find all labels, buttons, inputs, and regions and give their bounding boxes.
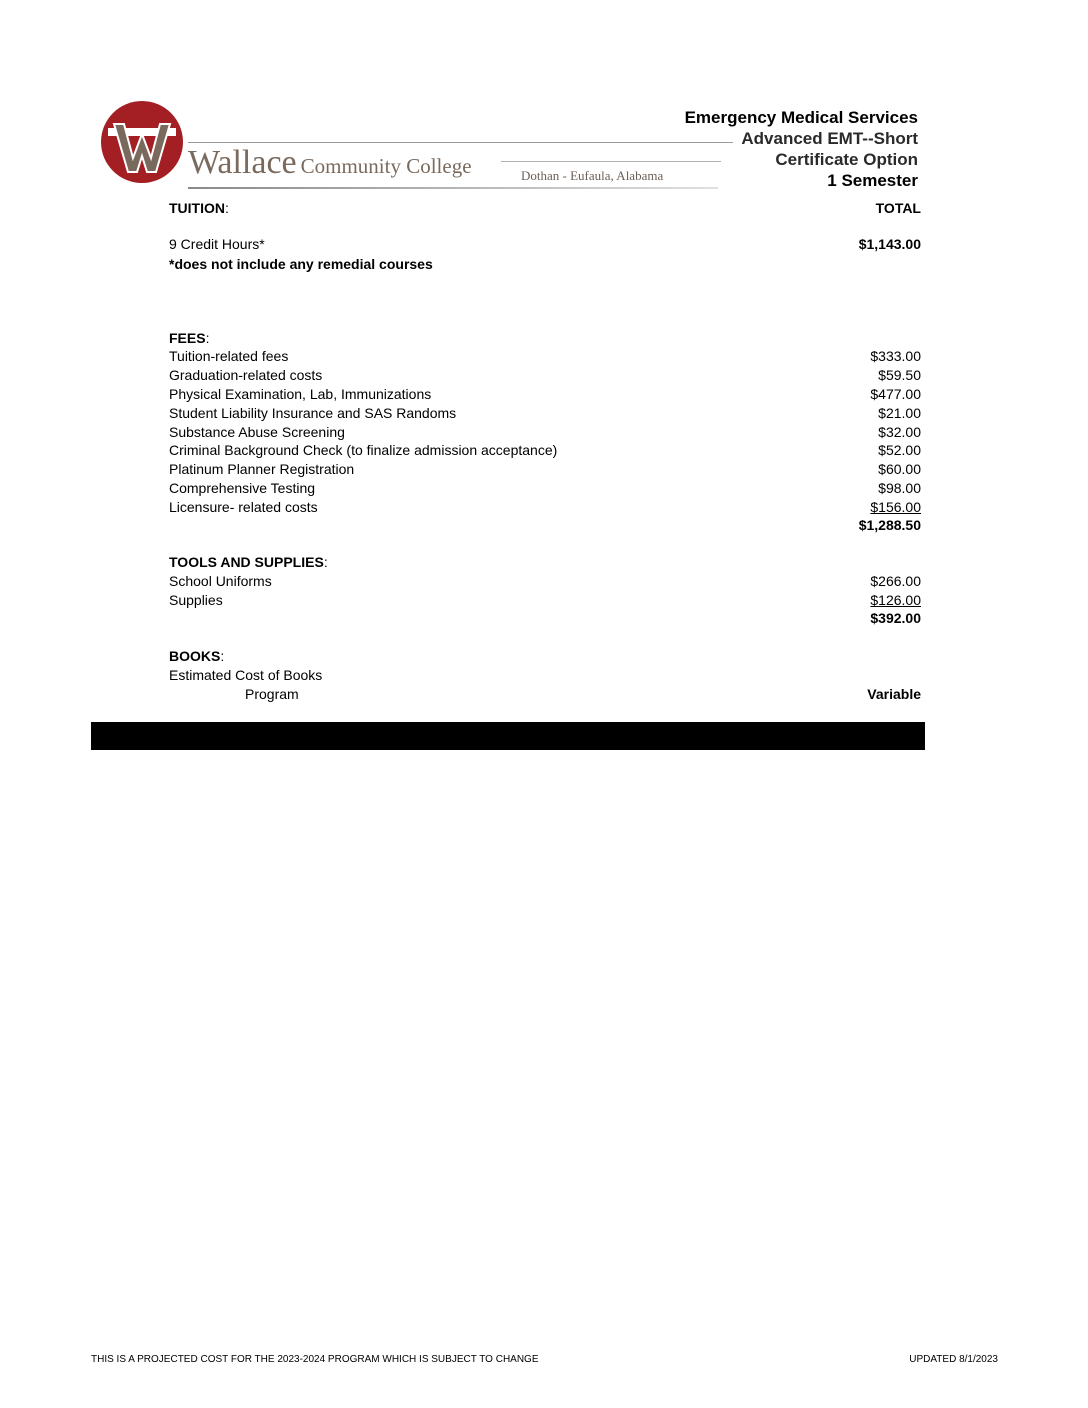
fee-amount: $98.00: [878, 480, 921, 496]
fee-label: Criminal Background Check (to finalize admission acceptance): [169, 442, 558, 458]
fee-label: Substance Abuse Screening: [169, 424, 345, 440]
books-heading: BOOKS:: [169, 648, 225, 664]
fee-label: Graduation-related costs: [169, 367, 323, 383]
fee-label: Student Liability Insurance and SAS Randoms: [169, 405, 457, 421]
tool-amount: $126.00: [870, 592, 921, 608]
fee-amount: $477.00: [870, 386, 921, 402]
fee-label: Comprehensive Testing: [169, 480, 316, 496]
tuition-note: *does not include any remedial courses: [169, 256, 433, 272]
tool-amount: $266.00: [870, 573, 921, 589]
fees-heading-row: [169, 329, 921, 348]
fee-amount: $60.00: [878, 461, 921, 477]
fee-row: [169, 347, 921, 366]
books-amount: Variable: [867, 686, 921, 702]
fees-total-row: [169, 516, 921, 535]
fee-row: [169, 385, 921, 404]
fee-row: [169, 423, 921, 442]
fee-amount: $59.50: [878, 367, 921, 383]
program-subtitle-1: Advanced EMT--Short: [741, 129, 918, 148]
logo-name-rest: Community College: [300, 154, 472, 178]
credit-hours-label: 9 Credit Hours*: [169, 236, 265, 252]
tuition-heading: TUITION:: [169, 200, 229, 216]
wallace-w-logo-icon: [100, 100, 184, 184]
program-duration: 1 Semester: [827, 171, 918, 190]
total-heading: TOTAL: [875, 200, 921, 216]
fees-total: $1,288.50: [858, 517, 921, 533]
tools-total: $392.00: [870, 610, 921, 626]
fee-label: Physical Examination, Lab, Immunizations: [169, 386, 432, 402]
books-program-label: Program: [245, 686, 299, 702]
fee-amount: $333.00: [870, 348, 921, 364]
program-title: Emergency Medical Services: [684, 108, 918, 127]
fee-label: Tuition-related fees: [169, 348, 289, 364]
books-estimate-row: [169, 666, 921, 685]
fee-amount: $156.00: [870, 499, 921, 515]
section-divider-bar: [91, 722, 925, 750]
books-program-row: [169, 685, 921, 704]
tuition-credit-row: [169, 235, 921, 254]
fee-label: Licensure- related costs: [169, 499, 318, 515]
fee-amount: $52.00: [878, 442, 921, 458]
fee-row: [169, 441, 921, 460]
fee-row: [169, 404, 921, 423]
books-heading-row: [169, 647, 921, 666]
fee-row: [169, 366, 921, 385]
program-header: [685, 107, 918, 191]
tuition-note-row: [169, 255, 921, 274]
footer-updated-date: UPDATED 8/1/2023: [909, 1354, 998, 1365]
tools-heading-row: [169, 553, 921, 572]
college-logo: [96, 98, 736, 194]
logo-rule-bottom: [188, 187, 718, 189]
fee-row: [169, 460, 921, 479]
tools-total-row: [169, 609, 921, 628]
fees-heading: FEES:: [169, 330, 210, 346]
logo-name-main: Wallace: [188, 144, 297, 181]
logo-college-name: [188, 144, 472, 182]
fee-row: [169, 479, 921, 498]
tools-heading: TOOLS AND SUPPLIES:: [169, 554, 328, 570]
tool-row: [169, 591, 921, 610]
books-estimate-label: Estimated Cost of Books: [169, 667, 323, 683]
logo-location: Dothan - Eufaula, Alabama: [521, 168, 664, 183]
fee-row: [169, 498, 921, 517]
tool-label: School Uniforms: [169, 573, 272, 589]
tuition-heading-row: [169, 199, 921, 218]
tuition-amount: $1,143.00: [858, 236, 921, 252]
program-subtitle-2: Certificate Option: [775, 150, 918, 169]
fee-label: Platinum Planner Registration: [169, 461, 355, 477]
fee-amount: $21.00: [878, 405, 921, 421]
fee-amount: $32.00: [878, 424, 921, 440]
tool-label: Supplies: [169, 592, 223, 608]
logo-rule-top: [188, 142, 733, 143]
footer-disclaimer: THIS IS A PROJECTED COST FOR THE 2023-2024 PROGRAM WHICH IS SUBJECT TO CHANGE: [91, 1354, 539, 1365]
tool-row: [169, 572, 921, 591]
